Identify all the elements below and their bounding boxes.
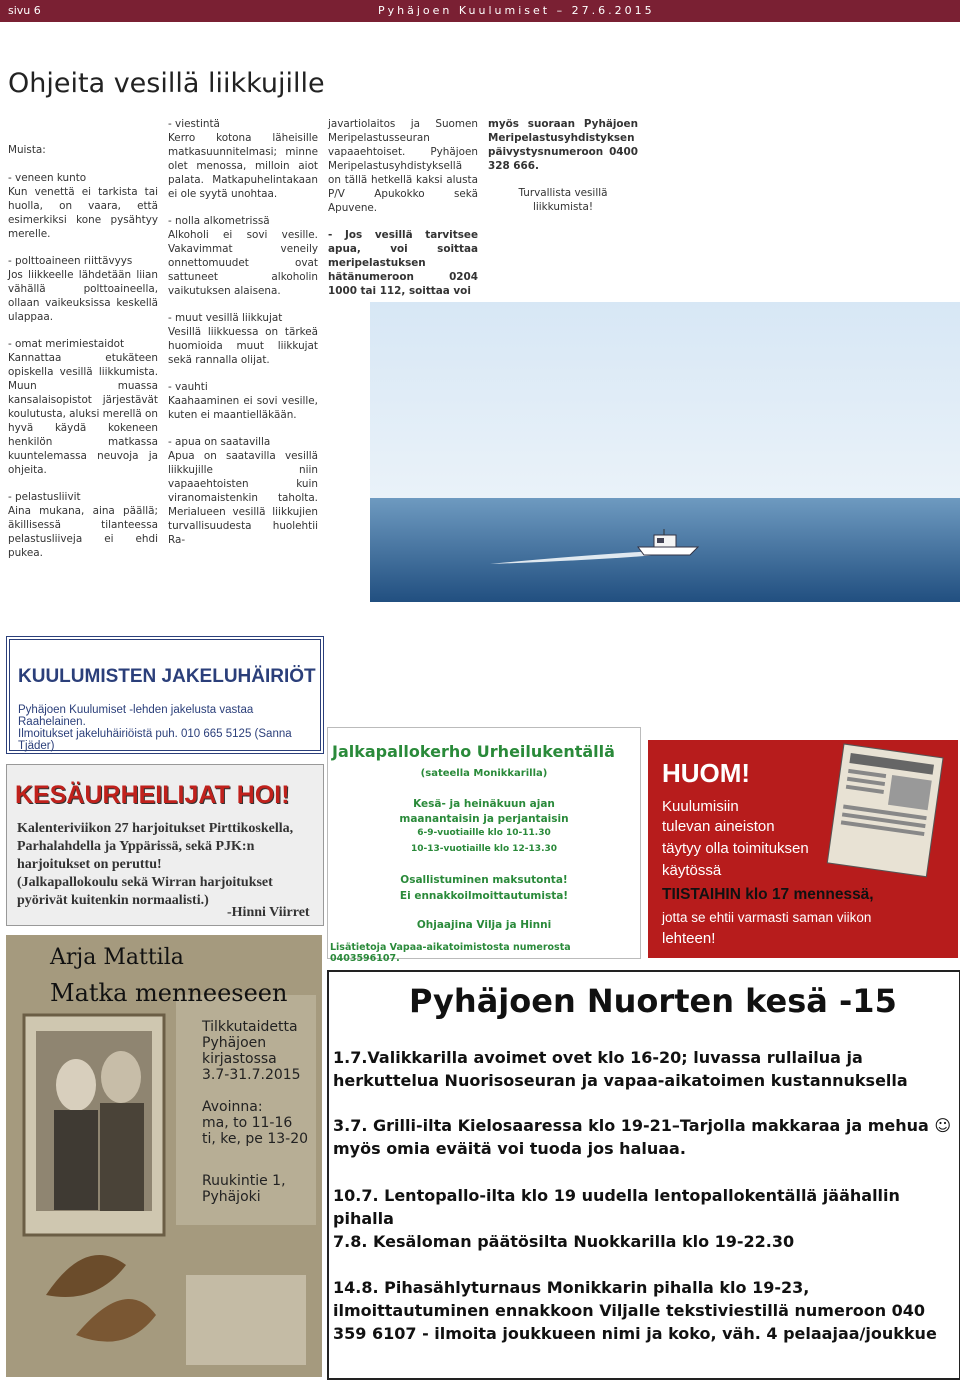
tip-text: Apua on saatavilla vesillä liikkujille niin vapaaehtoisten kuin viranomaistenkin taholta. Merialueen vesillä liikkujien turvallisuudesta huolehtii Ra- <box>168 450 318 546</box>
tip-text: Jos liikkeelle lähdetään liian vähällä polttoaineella, ollaan vaikeuksissa keskellä ulappaa. <box>8 269 158 323</box>
huom-deadline: TIISTAIHIN klo 17 mennessä, <box>662 886 874 903</box>
youth-event: 14.8. Pihasählyturnaus Monikkarin pihalla klo 19-23, ilmoittautuminen ennakkoon Viljalle tekstiviestillä numeroon 040 359 6107 - ilmoita joukkueen nimi ja koko, väh. 4 pelaajaa/joukkue <box>333 1278 937 1343</box>
exhibition-line: Pyhäjoen <box>202 1035 267 1051</box>
tip-text: Alkoholi ei sovi vesille. Vakavimmat veneily onnettomuudet ovat sattuneet alkoholin vaikutuksen alaisena. <box>168 229 318 297</box>
article-column-3 <box>328 117 478 311</box>
emergency-paragraph: - Jos vesillä tarvitsee apua, voi soittaa meripelastuksen hätänumeroon 0204 1000 tai 112, soittaa voi <box>328 229 478 297</box>
youth-summer-ad <box>327 970 960 1380</box>
exhibition-line: 3.7-31.7.2015 <box>202 1067 301 1083</box>
huom-line: lehteen! <box>662 930 716 947</box>
publication-name: Pyhäjoen Kuulumiset – 27.6.2015 <box>378 4 655 17</box>
athletes-notice-line: Parhalahdella ja Yppärissä, sekä PJK:n <box>17 839 255 854</box>
exhibition-poster <box>6 935 322 1377</box>
exhibition-name: Matka menneeseen <box>50 979 288 1007</box>
tip-heading: - viestintä <box>168 118 220 130</box>
football-ad-line: Kesä- ja heinäkuun ajan <box>413 798 555 810</box>
tip-heading: - pelastusliivit <box>8 491 81 503</box>
delivery-notice-phone: Ilmoitukset jakeluhäiriöistä puh. 010 665 5125 (Sanna Tjäder) <box>18 728 292 752</box>
closing-line: Turvallista vesillä liikkumista! <box>518 187 608 213</box>
tip-heading: - muut vesillä liikkujat <box>168 312 283 324</box>
tip-text: Aina mukana, aina päällä; äkillisessä tilanteessa pelastusliiveja ei ehdi pukea. <box>8 505 158 559</box>
football-ad-title: Jalkapallokerho Urheilukentällä <box>332 742 615 761</box>
athletes-notice-line: Kalenteriviikon 27 harjoitukset Pirttikoskella, <box>17 821 294 836</box>
tip-text: Kaahaaminen ei sovi vesille, kuten ei maantielläkään. <box>168 395 318 421</box>
huom-title: HUOM! <box>662 758 751 788</box>
article-column-1 <box>8 143 158 573</box>
tip-heading: - apua on saatavilla <box>168 436 271 448</box>
article-title: Ohjeita vesillä liikkujille <box>8 68 325 99</box>
delivery-notice-line: Pyhäjoen Kuulumiset -lehden jakelusta vastaa Raahelainen. <box>18 704 254 728</box>
phone-paragraph: myös suoraan Pyhäjoen Meripelastusyhdistyksen päivystysnumeroon 0400 328 666. <box>488 118 638 172</box>
youth-summer-title: Pyhäjoen Nuorten kesä -15 <box>409 982 897 1020</box>
sea-boat-photo <box>370 302 960 602</box>
tip-heading: - veneen kunto <box>8 172 87 184</box>
deadline-notice-ad <box>648 740 958 958</box>
tip-heading: - polttoaineen riittävyys <box>8 255 133 267</box>
exhibition-line: Pyhäjoki <box>202 1189 261 1205</box>
football-ad-contact: Lisätietoja Vapaa-aikatoimistosta numerosta 0403596107. <box>330 942 571 964</box>
youth-event: 7.8. Kesäloman päätösilta Nuokkarilla klo 19-22.30 <box>333 1232 795 1251</box>
football-ad-line: 10-13-vuotiaille klo 12-13.30 <box>410 844 558 854</box>
huom-line: jotta se ehtii varmasti saman viikon <box>662 910 872 925</box>
football-club-ad <box>327 727 641 964</box>
exhibition-details <box>202 1019 308 1205</box>
youth-event: 3.7. Grilli-ilta Kielosaaressa klo 19-21–Tarjolla makkaraa ja mehua ☺ myös omia eväitä voi tuoda jos haluaa. <box>333 1116 952 1158</box>
youth-event: 10.7. Lentopallo-ilta klo 19 uudella lentopallokentällä jäähallin pihalla <box>333 1186 900 1228</box>
exhibition-line: Tilkkutaidetta <box>202 1019 298 1035</box>
tip-text: Kun venettä ei tarkista tai huolla, on vaara, että esimerkiksi kone pysähtyy merelle. <box>8 186 158 240</box>
tip-heading: - omat merimiestaidot <box>8 338 125 350</box>
muista-label: Muista: <box>8 144 46 156</box>
athletes-notice-box <box>6 764 324 926</box>
exhibition-line: ma, to 11-16 <box>202 1115 293 1131</box>
tip-text: Kerro kotona läheisille matkasuunnitelmasi; minne olet menossa, milloin aiot palata. Matkapuhelintakaan ei ole syytä unohtaa. <box>168 132 318 200</box>
tip-heading: - vauhti <box>168 381 208 393</box>
football-ad-line: Ei ennakkoilmoittautumista! <box>399 890 569 902</box>
football-ad-subtitle: (sateella Monikkarilla) <box>420 768 548 779</box>
tip-heading: - nolla alkometrissä <box>168 215 270 227</box>
article-paragraph: javartiolaitos ja Suomen Meripelastusseuran vapaaehtoiset. Pyhäjoen Meripelastusyhdistyksellä on tällä hetkellä kaksi alusta P/V Apukokko sekä Apuvene. <box>328 118 478 214</box>
delivery-notice-box <box>6 636 324 754</box>
delivery-notice-title: KUULUMISTEN JAKELUHÄIRIÖT <box>18 666 316 687</box>
athletes-notice-signature: -Hinni Viirret <box>227 905 310 920</box>
exhibition-line: kirjastossa <box>202 1051 277 1067</box>
exhibition-line: Ruukintie 1, <box>202 1173 286 1189</box>
article-column-2 <box>168 117 318 560</box>
huom-line: tulevan aineiston <box>662 818 775 835</box>
article-column-4 <box>488 117 638 227</box>
page-number: sivu 6 <box>8 4 41 17</box>
newspaper-icon <box>827 744 943 877</box>
artist-name: Arja Mattila <box>50 945 184 970</box>
football-ad-line: Ohjaajina Vilja ja Hinni <box>416 919 552 931</box>
football-ad-line: 6-9-vuotiaille klo 10-11.30 <box>417 828 551 838</box>
athletes-notice-title: KESÄURHEILIJAT HOI! <box>15 781 290 809</box>
football-ad-line: maanantaisin ja perjantaisin <box>399 813 569 825</box>
page-header-bar <box>0 0 960 22</box>
huom-line: täytyy olla toimituksen <box>662 840 809 857</box>
tip-text: Vesillä liikkuessa on tärkeä huomioida muut liikkujat sekä rannalla olijat. <box>168 326 318 366</box>
tip-text: Kannattaa etukäteen opiskella vesillä liikkumista. Muun muassa kansalaisopistot järjestävät koulutusta, aluksi merellä on hyvä käydä kokeneen henkilön matkassa kuuntelemassa neuvoja ja ohjeita. <box>8 352 158 476</box>
football-ad-line: Osallistuminen maksutonta! <box>400 874 568 886</box>
athletes-notice-line: (Jalkapallokoulu sekä Wirran harjoitukset <box>17 875 273 890</box>
athletes-notice-line: harjoitukset on peruttu! <box>17 857 162 872</box>
youth-event: 1.7.Valikkarilla avoimet ovet klo 16-20; luvassa rullailua ja herkuttelua Nuorisoseuran ja vapaa-aikatoimen kustannuksella <box>333 1048 908 1090</box>
athletes-notice-line: pyörivät kuitenkin normaalisti.) <box>17 893 209 908</box>
huom-line: Kuulumisiin <box>662 798 739 815</box>
huom-line: käytössä <box>662 862 722 879</box>
exhibition-line: ti, ke, pe 13-20 <box>202 1131 309 1147</box>
exhibition-line: Avoinna: <box>202 1099 263 1115</box>
